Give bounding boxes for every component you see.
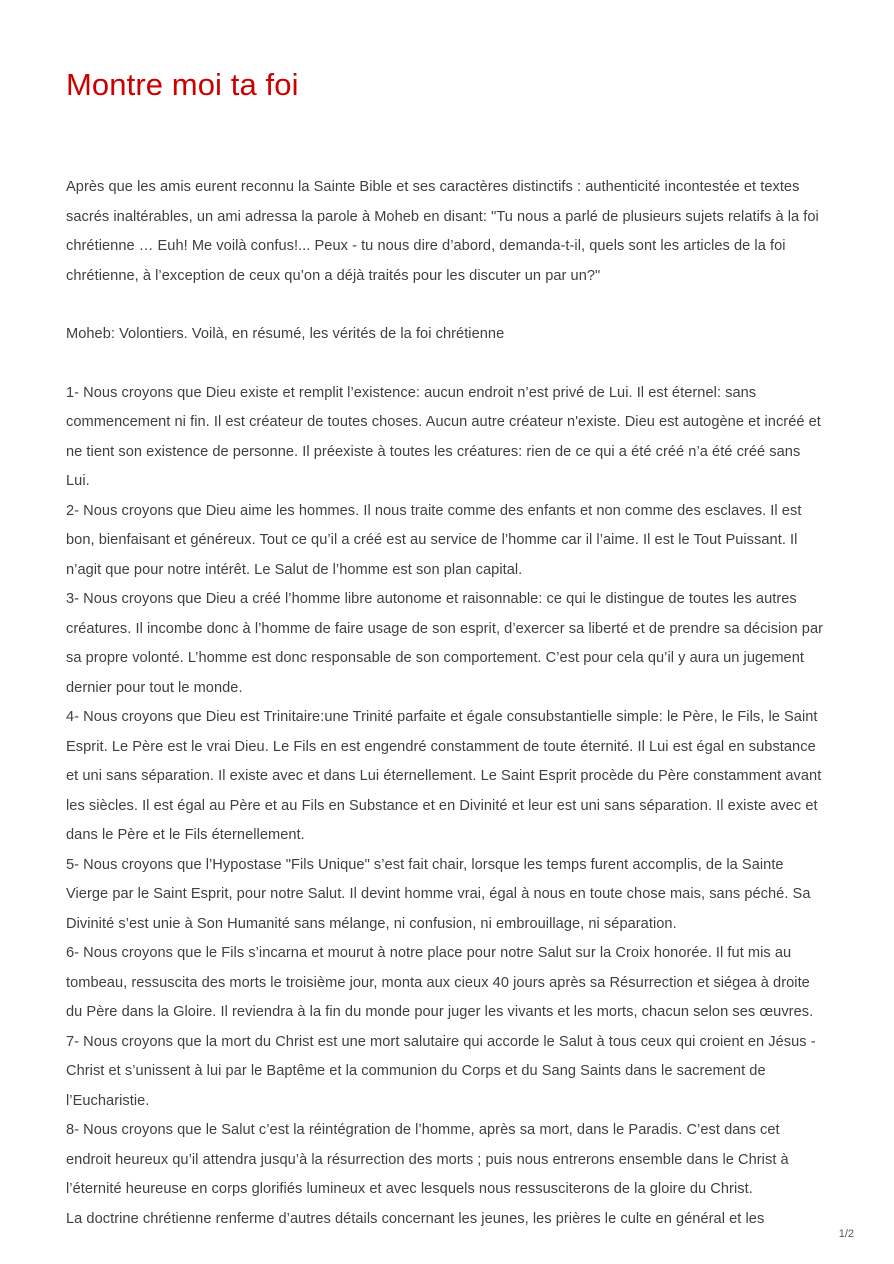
article-paragraph-7: 7- Nous croyons que la mort du Christ est une mort salutaire qui accorde le Salut à tous ceux qui croient en Jésus - Christ et s’unissent à lui par le Baptême et la communion du Corps et du Sang Saints dans le sacrement de l’Eucharistie. <box>66 1033 816 1109</box>
title-spacer <box>66 103 828 173</box>
article-paragraph-3: 3- Nous croyons que Dieu a créé l’homme libre autonome et raisonnable: ce qui le distingue de toutes les autres créatures. Il incombe donc à l’homme de faire usage de son esprit, d’exercer sa liberté et de prendre sa décision par sa propre volonté. L’homme est donc responsable de son comportement. C’est pour cela qu’il y aura un jugement dernier pour tout le monde. <box>66 591 824 696</box>
paragraph-spacer-1 <box>66 291 828 320</box>
article-paragraph-8: 8- Nous croyons que le Salut c’est la réintégration de l’homme, après sa mort, dans le Paradis. C’est dans cet endroit heureux qu’il attendra jusqu’à la résurrection des morts ; puis nous entrerons ensemble dans le Christ à l’éternité heureuse en corps glorifiés lumineux et avec lesquels nous ressusciterons de la gloire du Christ. <box>66 1122 789 1198</box>
article-paragraph-2: 2- Nous croyons que Dieu aime les hommes. Il nous traite comme des enfants et non comme des esclaves. Il est bon, bienfaisant et généreux. Tout ce qu’il a créé est au service de l’homme car il l’aime. Il est le Tout Puissant. Il n’agit que pour notre intérêt. Le Salut de l’homme est son plan capital. <box>66 502 802 578</box>
page-number: 1/2 <box>838 1228 854 1240</box>
paragraph-spacer-2 <box>66 350 828 379</box>
article-paragraph-5: 5- Nous croyons que l’Hypostase "Fils Unique" s’est fait chair, lorsque les temps furent accomplis, de la Sainte Vierge par le Saint Esprit, pour notre Salut. Il devint homme vrai, égal à nous en toute chose mais, sans péché. Sa Divinité s’est unie à Son Humanité sans mélange, ni confusion, ni embrouillage, ni séparation. <box>66 856 811 932</box>
intro-paragraph: Après que les amis eurent reconnu la Sainte Bible et ses caractères distinctifs : authenticité incontestée et textes sacrés inaltérables, un ami adressa la parole à Moheb en disant: "Tu nous a parlé de plusieurs sujets relatifs à la foi chrétienne … Euh! Me voilà confus!... Peux - tu nous dire d’abord, demanda-t-il, quels sont les articles de la foi chrétienne, à l’exception de ceux qu’on a déjà traités pour les discuter un par un?" <box>66 179 819 284</box>
speaker-paragraph: Moheb: Volontiers. Voilà, en résumé, les vérités de la foi chrétienne <box>66 326 505 343</box>
article-paragraph-1: 1- Nous croyons que Dieu existe et remplit l’existence: aucun endroit n’est privé de Lui. Il est éternel: sans commencement ni fin. Il est créateur de toutes choses. Aucun autre créateur n'existe. Dieu est autogène et incréé et ne tient son existence de personne. Il préexiste à toutes les créatures: rien de ce qui a été créé n’a été créé sans Lui. <box>66 384 821 490</box>
document-body <box>66 173 828 1234</box>
article-paragraph-4: 4- Nous croyons que Dieu est Trinitaire:une Trinité parfaite et égale consubstantielle simple: le Père, le Fils, le Saint Esprit. Le Père est le vrai Dieu. Le Fils en est engendré constamment de toute éternité. Il Lui est égal en substance et uni sans séparation. Il existe avec et dans Lui éternellement. Le Saint Esprit procède du Père constamment avant les siècles. Il est égal au Père et au Fils en Substance et en Divinité et leur est uni sans séparation. Il existe avec et dans le Père et le Fils éternellement. <box>66 709 822 844</box>
article-paragraph-6: 6- Nous croyons que le Fils s’incarna et mourut à notre place pour notre Salut sur la Croix honorée. Il fut mis au tombeau, ressuscita des morts le troisième jour, monta aux cieux 40 jours après sa Résurrection et siégea à droite du Père dans la Gloire. Il reviendra à la fin du monde pour juger les vivants et les morts, chacun selon ses œuvres. <box>66 945 814 1021</box>
page-title: Montre moi ta foi <box>66 67 299 102</box>
closing-paragraph: La doctrine chrétienne renferme d’autres détails concernant les jeunes, les prières le culte en général et les <box>66 1210 765 1227</box>
